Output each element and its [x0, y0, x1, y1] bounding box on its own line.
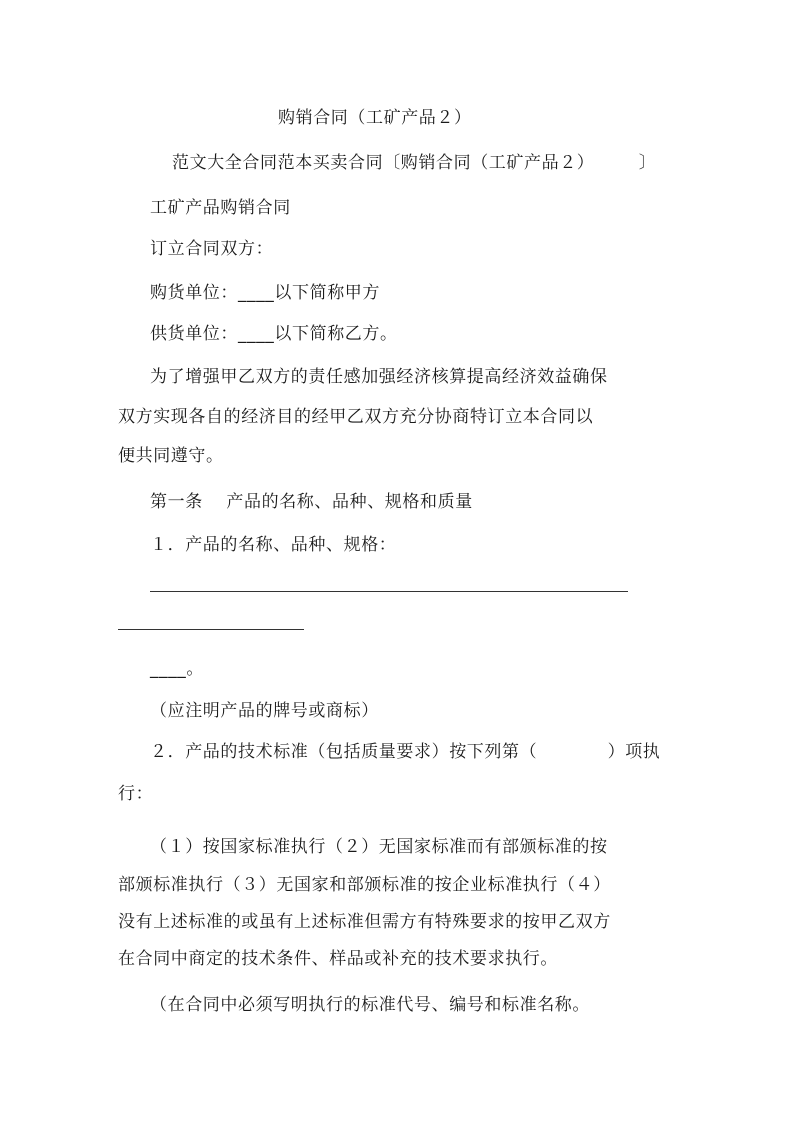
- parties-label: 订立合同双方：: [150, 239, 274, 259]
- purpose-line-3: 便共同遵守。: [118, 446, 224, 466]
- contract-heading: 工矿产品购销合同: [150, 198, 291, 218]
- buyer-line: 购货单位：____以下简称甲方: [150, 283, 380, 303]
- document-title: 购销合同（工矿产品２）: [278, 108, 472, 128]
- item-1-end: ____。: [150, 659, 204, 679]
- item-2-line-1: ２．产品的技术标准（包括质量要求）按下列第（ ）项执: [150, 742, 661, 762]
- article-1-title: 第一条 产品的名称、品种、规格和质量: [150, 492, 473, 512]
- standards-note: （在合同中必须写明执行的标准代号、编号和标准名称。: [150, 995, 590, 1015]
- document-subtitle: 范文大全合同范本买卖合同〔购销合同（工矿产品２） 〕: [172, 153, 657, 173]
- standards-line-1: （１）按国家标准执行（２）无国家标准而有部颁标准的按: [150, 837, 608, 857]
- seller-line: 供货单位：____以下简称乙方。: [150, 324, 398, 344]
- purpose-line-2: 双方实现各自的经济目的经甲乙双方充分协商特订立本合同以: [118, 407, 594, 427]
- blank-line-2: [118, 629, 304, 630]
- standards-line-3: 没有上述标准的或虽有上述标准但需方有特殊要求的按甲乙双方: [118, 912, 611, 932]
- standards-line-4: 在合同中商定的技术条件、样品或补充的技术要求执行。: [118, 949, 558, 969]
- purpose-line-1: 为了增强甲乙双方的责任感加强经济核算提高经济效益确保: [150, 367, 608, 387]
- item-1-note: （应注明产品的牌号或商标）: [150, 701, 379, 721]
- item-2-line-2: 行：: [118, 784, 154, 804]
- item-1-label: １．产品的名称、品种、规格：: [150, 535, 397, 555]
- blank-line-1: [150, 591, 628, 592]
- standards-line-2: 部颁标准执行（３）无国家和部颁标准的按企业标准执行（４）: [118, 875, 611, 895]
